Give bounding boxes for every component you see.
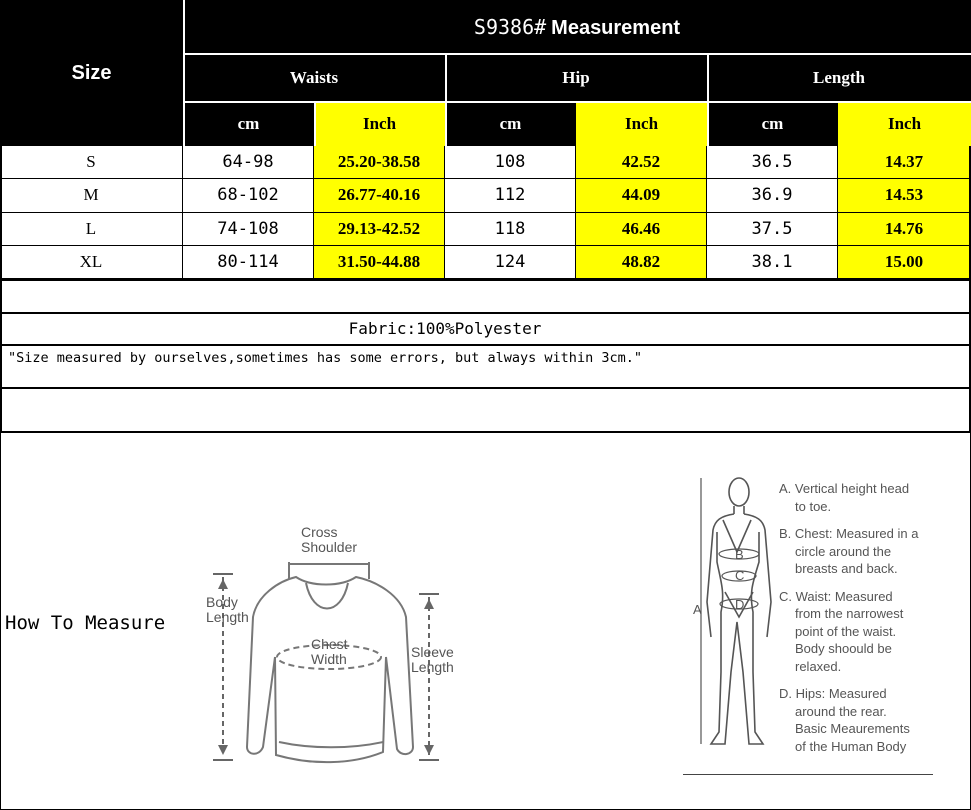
cell-length-inch: 15.00 xyxy=(838,246,971,279)
cell-waist-inch: 25.20-38.58 xyxy=(314,146,445,179)
instruction-line: B. Chest: Measured in a xyxy=(779,526,919,541)
instruction-line: C. Waist: Measured xyxy=(779,588,893,604)
label-body-length: Length xyxy=(206,609,249,625)
cell-waist-inch: 29.13-42.52 xyxy=(314,213,445,246)
instruction-line: point of the waist. xyxy=(795,623,897,639)
instruction-line: breasts and back. xyxy=(795,561,898,576)
label-cross: Cross xyxy=(301,524,338,540)
cell-hip-cm: 112 xyxy=(445,179,576,212)
label-shoulder: Shoulder xyxy=(301,539,358,555)
size-note: "Size measured by ourselves,sometimes has some errors, but always within 3cm." xyxy=(8,350,642,366)
cell-waist-inch: 31.50-44.88 xyxy=(314,246,445,279)
instruction-line: D. Hips: Measured xyxy=(779,686,887,701)
cell-size: XL xyxy=(0,246,183,279)
unit-header-waist-inch: Inch xyxy=(314,102,445,146)
measure-instructions xyxy=(779,480,969,765)
cell-waist-cm: 68-102 xyxy=(183,179,314,212)
body-diagram xyxy=(691,472,781,762)
instruction-line: around the rear. xyxy=(795,703,887,719)
cell-hip-inch: 42.52 xyxy=(576,146,707,179)
group-header-waists: Waists xyxy=(183,54,445,102)
unit-header-hip-inch: Inch xyxy=(576,102,707,146)
instruction-block xyxy=(779,525,969,578)
cell-hip-inch: 46.46 xyxy=(576,213,707,246)
how-to-measure-label: How To Measure xyxy=(5,612,166,634)
label-chest: Chest xyxy=(311,636,348,652)
instruction-block xyxy=(779,588,969,676)
instruction-line: circle around the xyxy=(795,543,892,559)
group-header-hip: Hip xyxy=(445,54,707,102)
cell-size: S xyxy=(0,146,183,179)
cell-hip-inch: 48.82 xyxy=(576,246,707,279)
instruction-line: relaxed. xyxy=(795,658,842,674)
cell-length-cm: 37.5 xyxy=(707,213,838,246)
cell-waist-cm: 74-108 xyxy=(183,213,314,246)
instruction-block xyxy=(779,685,969,755)
label-sleeve-length: Length xyxy=(411,659,454,675)
label-width: Width xyxy=(311,651,347,667)
instruction-line: Basic Meaurements xyxy=(795,721,910,736)
cell-length-cm: 36.9 xyxy=(707,179,838,212)
instruction-line: from the narrowest xyxy=(795,606,904,621)
header-title-row xyxy=(183,0,971,54)
cell-hip-cm: 108 xyxy=(445,146,576,179)
unit-header-waist-cm: cm xyxy=(183,102,314,146)
how-to-measure-panel xyxy=(0,432,971,810)
cell-waist-inch: 26.77-40.16 xyxy=(314,179,445,212)
cell-length-inch: 14.76 xyxy=(838,213,971,246)
group-header-length: Length xyxy=(707,54,971,102)
instruction-line: A. Vertical height head xyxy=(779,481,910,496)
marker-c: C xyxy=(735,568,745,583)
marker-a: A xyxy=(693,602,702,617)
marker-d: D xyxy=(735,597,745,612)
instruction-line: of the Human Body xyxy=(795,738,907,754)
size-header: Size xyxy=(71,61,112,84)
cell-length-inch: 14.53 xyxy=(838,179,971,212)
unit-header-length-inch: Inch xyxy=(838,102,971,146)
label-body: Body xyxy=(206,594,238,610)
cell-waist-cm: 64-98 xyxy=(183,146,314,179)
cell-size: M xyxy=(0,179,183,212)
garment-diagram xyxy=(201,517,471,787)
cell-waist-cm: 80-114 xyxy=(183,246,314,279)
cell-length-inch: 14.37 xyxy=(838,146,971,179)
unit-header-length-cm: cm xyxy=(707,102,838,146)
cell-length-cm: 38.1 xyxy=(707,246,838,279)
cell-hip-inch: 44.09 xyxy=(576,179,707,212)
instruction-line: Body shoould be xyxy=(795,641,892,656)
unit-header-hip-cm: cm xyxy=(445,102,576,146)
cell-hip-cm: 124 xyxy=(445,246,576,279)
marker-b: B xyxy=(735,547,744,562)
instruction-block xyxy=(779,480,969,515)
cell-hip-cm: 118 xyxy=(445,213,576,246)
fabric-text: Fabric:100%Polyester xyxy=(348,319,542,338)
instruction-line: to toe. xyxy=(795,498,832,514)
label-sleeve: Sleeve xyxy=(411,644,454,660)
cell-length-cm: 36.5 xyxy=(707,146,838,179)
cell-size: L xyxy=(0,213,183,246)
title-word: Measurement xyxy=(551,16,681,39)
title-code: S9386# xyxy=(473,14,547,39)
